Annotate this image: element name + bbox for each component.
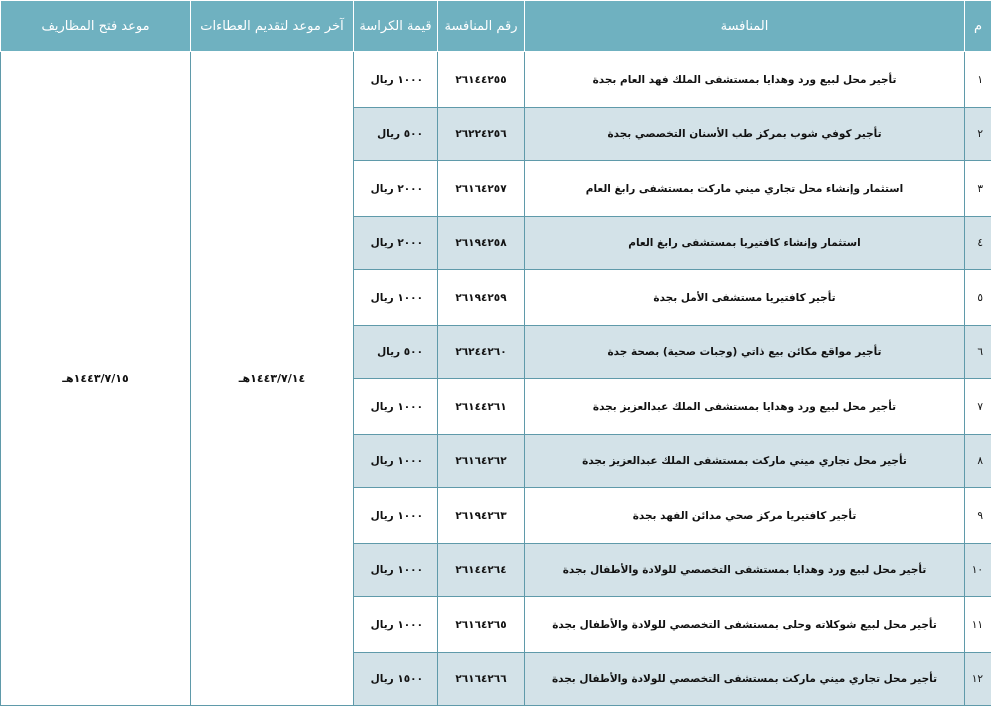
tender-name: تأجير محل تجاري ميني ماركت بمستشفى التخصصي للولادة والأطفال بجدة	[525, 653, 965, 706]
tender-name: تأجير محل لبيع ورد وهدايا بمستشفى التخصصي للولادة والأطفال بجدة	[525, 544, 965, 597]
tender-name: تأجير كافتيريا مستشفى الأمل بجدة	[525, 270, 965, 326]
booklet-price: ١٠٠٠ ريال	[354, 379, 438, 435]
row-number: ١١	[965, 597, 991, 653]
tender-number: ٢٦٢٢٤٢٥٦	[438, 108, 525, 161]
row-number: ٦	[965, 326, 991, 379]
tender-name: استثمار وإنشاء كافتيريا بمستشفى رابغ العام	[525, 217, 965, 270]
tender-name: تأجير مواقع مكائن بيع ذاتي (وجبات صحية) بصحة جدة	[525, 326, 965, 379]
booklet-price: ١٠٠٠ ريال	[354, 544, 438, 597]
envelope-opening-date: ١٤٤٣/٧/١٥هـ	[1, 52, 191, 706]
row-number: ٧	[965, 379, 991, 435]
header-num: م	[965, 1, 991, 52]
header-envelope-opening: موعد فتح المظاريف	[1, 1, 191, 52]
booklet-price: ١٠٠٠ ريال	[354, 488, 438, 544]
tender-name: تأجير كافتيريا مركز صحي مدائن الفهد بجدة	[525, 488, 965, 544]
booklet-price: ١٥٠٠ ريال	[354, 653, 438, 706]
tender-number: ٢٦١٩٤٢٥٨	[438, 217, 525, 270]
submission-deadline-date: ١٤٤٣/٧/١٤هـ	[191, 52, 354, 706]
header-submission-deadline: آخر موعد لتقديم العطاءات	[191, 1, 354, 52]
booklet-price: ١٠٠٠ ريال	[354, 435, 438, 488]
booklet-price: ١٠٠٠ ريال	[354, 52, 438, 108]
row-number: ٨	[965, 435, 991, 488]
header-row	[1, 1, 991, 52]
row-number: ٥	[965, 270, 991, 326]
tender-number: ٢٦١٦٤٢٦٢	[438, 435, 525, 488]
tender-name: تأجير محل تجاري ميني ماركت بمستشفى الملك عبدالعزيز بجدة	[525, 435, 965, 488]
tender-number: ٢٦١٤٤٢٦٤	[438, 544, 525, 597]
tender-number: ٢٦١٤٤٢٥٥	[438, 52, 525, 108]
booklet-price: ٢٠٠٠ ريال	[354, 217, 438, 270]
row-number: ٩	[965, 488, 991, 544]
tender-name: تأجير محل لبيع ورد وهدايا بمستشفى الملك عبدالعزيز بجدة	[525, 379, 965, 435]
tender-number: ٢٦١٤٤٢٦١	[438, 379, 525, 435]
header-tender-number: رقم المنافسة	[438, 1, 525, 52]
booklet-price: ٥٠٠ ريال	[354, 326, 438, 379]
row-number: ٤	[965, 217, 991, 270]
row-number: ١٠	[965, 544, 991, 597]
tender-number: ٢٦٢٤٤٢٦٠	[438, 326, 525, 379]
header-booklet-price: قيمة الكراسة	[354, 1, 438, 52]
tender-number: ٢٦١٩٤٢٦٣	[438, 488, 525, 544]
tender-number: ٢٦١٦٤٢٥٧	[438, 161, 525, 217]
booklet-price: ٢٠٠٠ ريال	[354, 161, 438, 217]
tender-name: استثمار وإنشاء محل تجاري ميني ماركت بمستشفى رابغ العام	[525, 161, 965, 217]
booklet-price: ١٠٠٠ ريال	[354, 270, 438, 326]
tender-number: ٢٦١٦٤٢٦٥	[438, 597, 525, 653]
booklet-price: ١٠٠٠ ريال	[354, 597, 438, 653]
tender-name: تأجير كوفي شوب بمركز طب الأسنان التخصصي بجدة	[525, 108, 965, 161]
row-number: ٣	[965, 161, 991, 217]
header-tender-name: المنافسة	[525, 1, 965, 52]
tender-number: ٢٦١٩٤٢٥٩	[438, 270, 525, 326]
table-row	[1, 52, 991, 108]
tender-number: ٢٦١٦٤٢٦٦	[438, 653, 525, 706]
row-number: ٢	[965, 108, 991, 161]
tender-name: تأجير محل لبيع ورد وهدايا بمستشفى الملك فهد العام بجدة	[525, 52, 965, 108]
booklet-price: ٥٠٠ ريال	[354, 108, 438, 161]
row-number: ١٢	[965, 653, 991, 706]
row-number: ١	[965, 52, 991, 108]
tender-name: تأجير محل لبيع شوكلاته وحلى بمستشفى التخصصي للولادة والأطفال بجدة	[525, 597, 965, 653]
